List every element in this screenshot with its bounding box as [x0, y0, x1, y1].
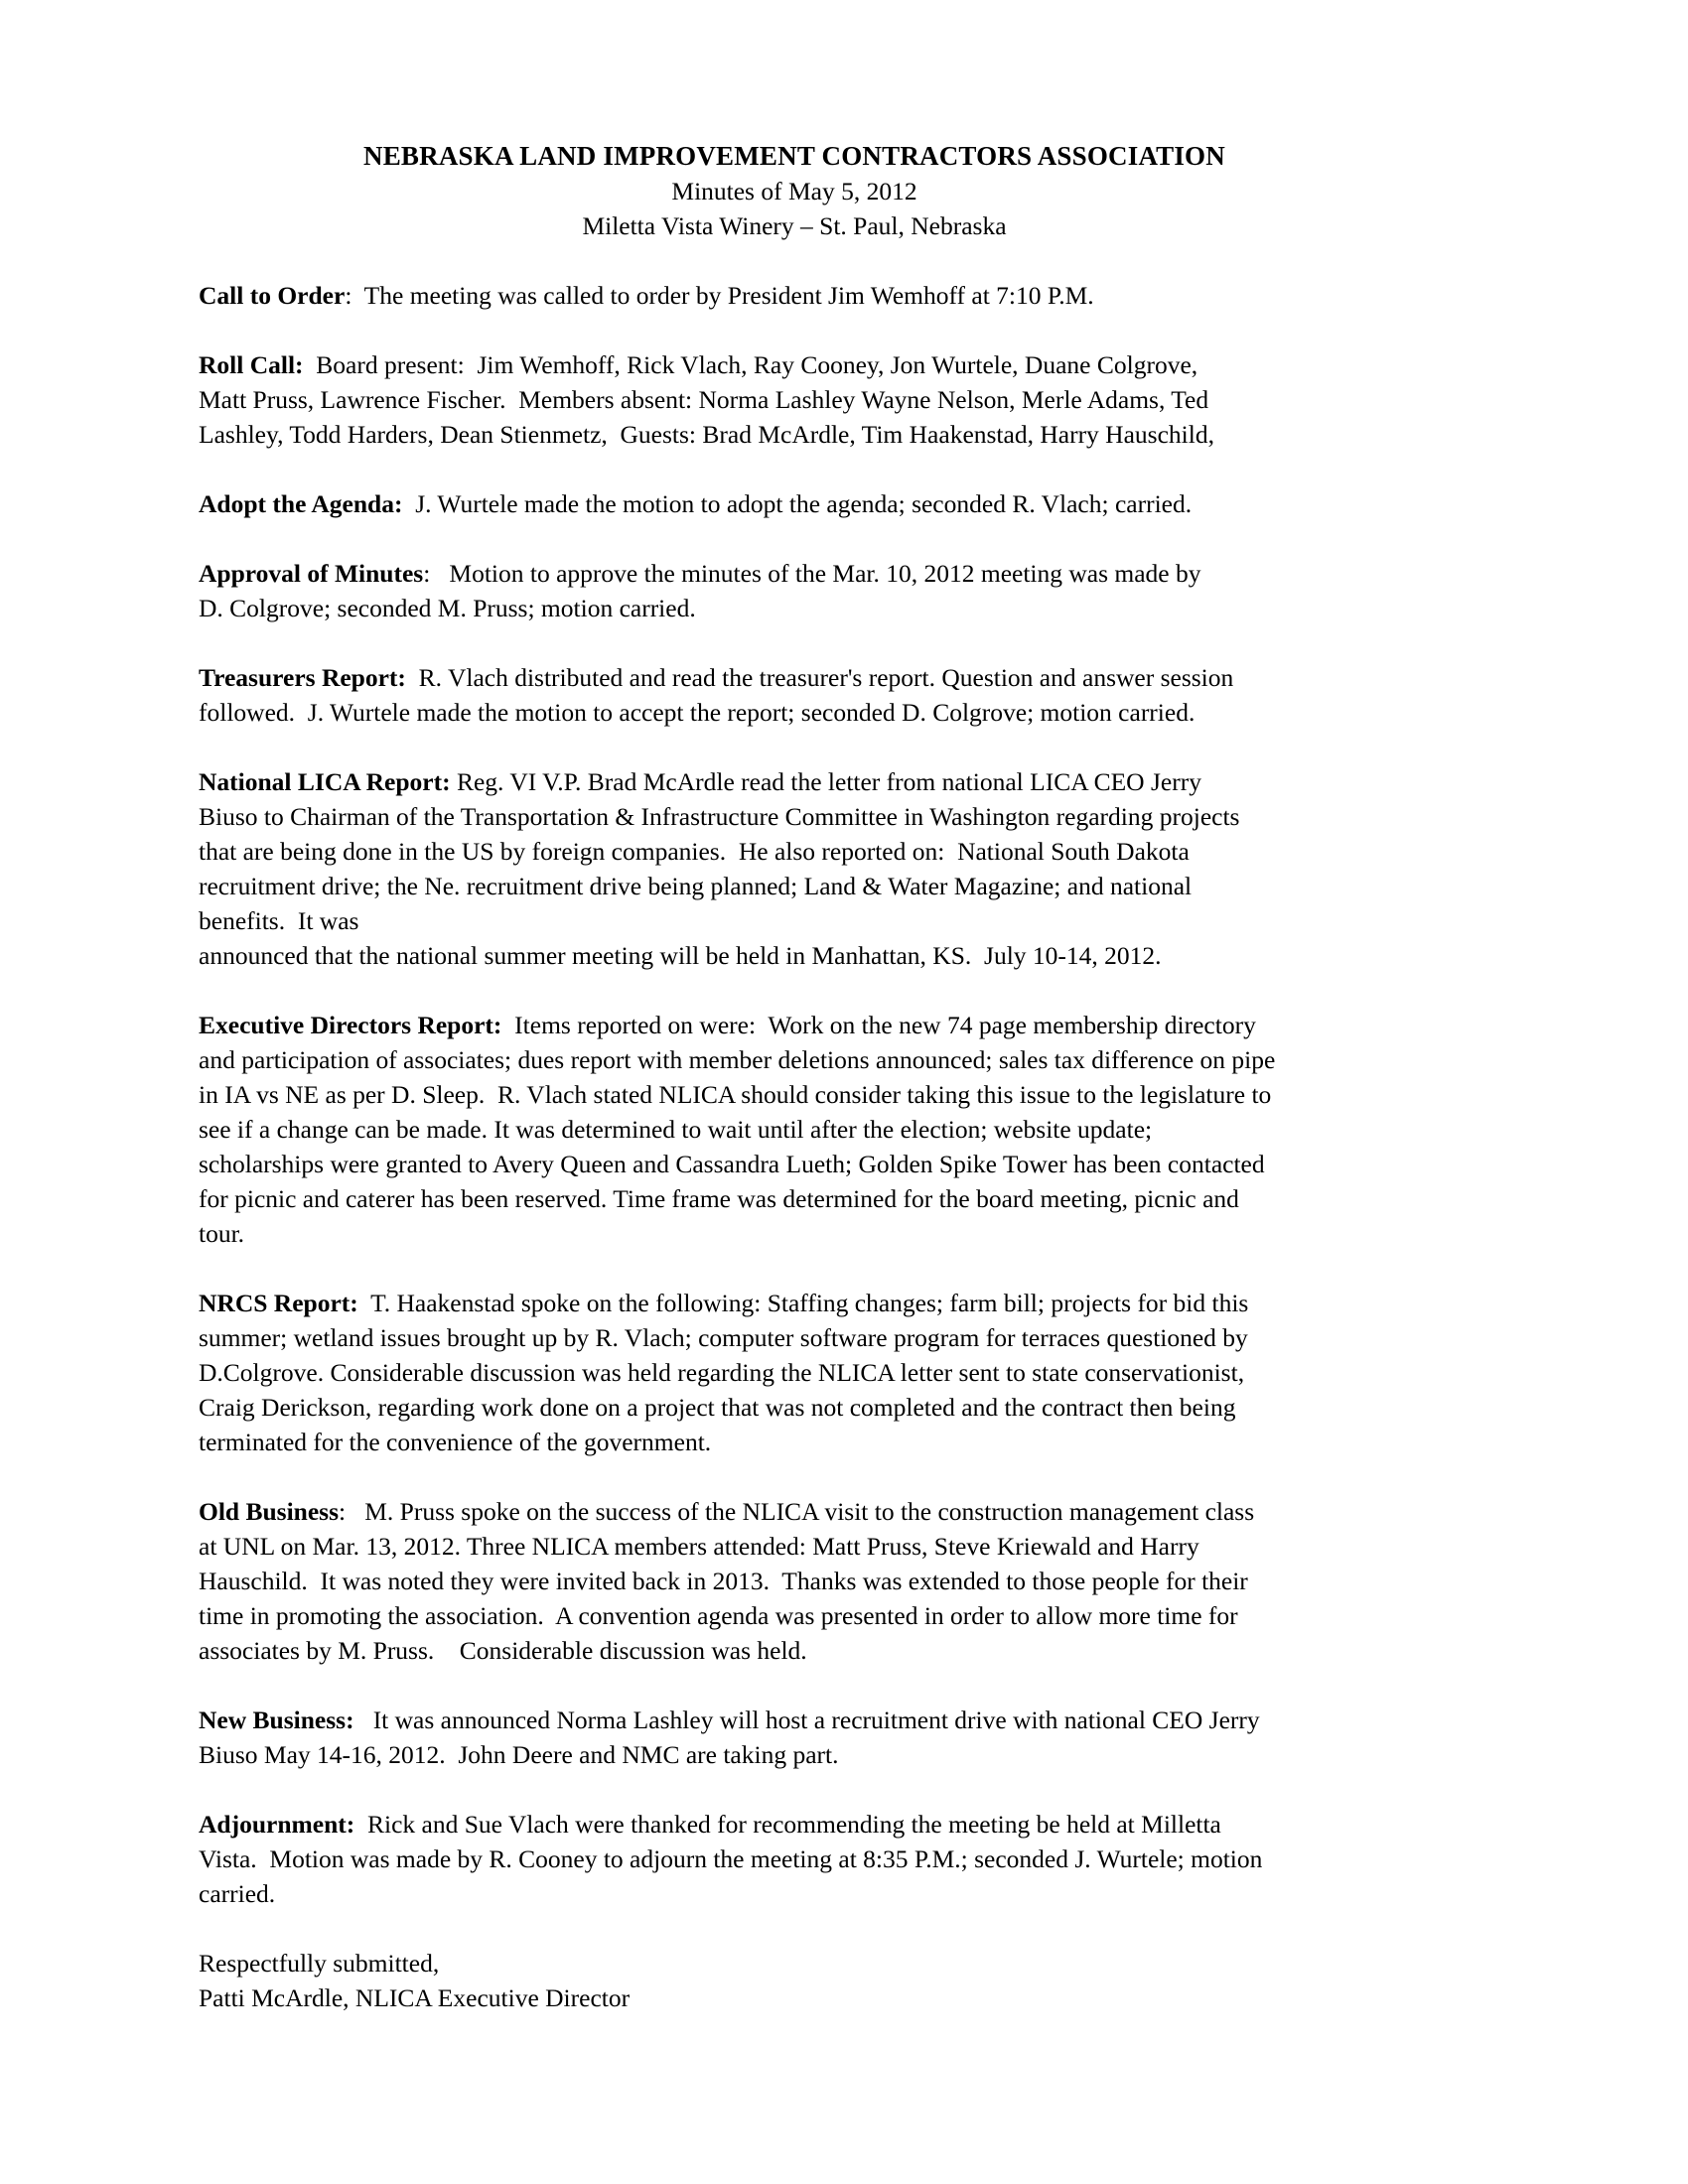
section-line — [199, 764, 1489, 799]
minutes-section — [199, 1494, 1489, 1668]
section-text: J. Wurtele made the motion to adopt the agenda; seconded R. Vlach; carried. — [402, 489, 1193, 518]
section-text: Hauschild. It was noted they were invited back in 2013. Thanks was extended to those people for their — [199, 1567, 1248, 1595]
minutes-body — [199, 278, 1489, 1911]
section-line — [199, 1112, 1489, 1147]
section-heading: Approval of Minutes — [199, 559, 424, 588]
section-text: followed. J. Wurtele made the motion to accept the report; seconded D. Colgrove; motion carried. — [199, 698, 1196, 727]
section-text: and participation of associates; dues report with member deletions announced; sales tax difference on pipe — [199, 1045, 1276, 1074]
section-line — [199, 1598, 1489, 1633]
section-heading: New Business: — [199, 1706, 354, 1734]
minutes-section — [199, 660, 1489, 730]
meeting-location: Miletta Vista Winery – St. Paul, Nebraska — [582, 211, 1007, 240]
section-heading: National LICA Report: — [199, 767, 451, 796]
section-line — [199, 1181, 1489, 1216]
section-line — [199, 799, 1489, 834]
section-line — [199, 1633, 1489, 1668]
minutes-section — [199, 486, 1489, 521]
minutes-section — [199, 764, 1489, 973]
section-text: in IA vs NE as per D. Sleep. R. Vlach stated NLICA should consider taking this issue to the legislature to — [199, 1080, 1272, 1109]
section-text: Rick and Sue Vlach were thanked for recommending the meeting be held at Milletta — [354, 1810, 1221, 1839]
section-line — [199, 1564, 1489, 1598]
minutes-section — [199, 278, 1489, 313]
section-text: Biuso May 14-16, 2012. John Deere and NMC are taking part. — [199, 1740, 839, 1769]
section-line — [199, 938, 1489, 973]
closing-salutation: Respectfully submitted, — [199, 1949, 440, 1978]
section-line — [199, 591, 1489, 625]
section-text: It was announced Norma Lashley will host a recruitment drive with national CEO Jerry — [353, 1706, 1260, 1734]
section-text: Vista. Motion was made by R. Cooney to adjourn the meeting at 8:35 P.M.; seconded J. Wurtele; motion — [199, 1844, 1263, 1873]
section-line — [199, 1876, 1489, 1911]
section-text: associates by M. Pruss. Considerable discussion was held. — [199, 1636, 807, 1665]
section-heading: Adopt the Agenda: — [199, 489, 403, 518]
section-line — [199, 1842, 1489, 1876]
section-text: announced that the national summer meeting will be held in Manhattan, KS. July 10-14, 2012. — [199, 941, 1162, 970]
section-line — [199, 1425, 1489, 1459]
section-line — [199, 1008, 1489, 1042]
section-text: at UNL on Mar. 13, 2012. Three NLICA members attended: Matt Pruss, Steve Kriewald and Harry — [199, 1532, 1199, 1561]
section-line — [199, 1737, 1489, 1772]
section-line — [199, 1077, 1489, 1112]
section-line — [199, 1703, 1489, 1737]
section-heading: Executive Directors Report: — [199, 1011, 502, 1039]
section-heading: Call to Order — [199, 281, 346, 310]
section-line — [199, 903, 1489, 938]
section-text: time in promoting the association. A convention agenda was presented in order to allow more time for — [199, 1601, 1238, 1630]
section-text: D. Colgrove; seconded M. Pruss; motion carried. — [199, 594, 696, 622]
section-text: D.Colgrove. Considerable discussion was held regarding the NLICA letter sent to state conservationist, — [199, 1358, 1245, 1387]
minutes-section — [199, 1807, 1489, 1911]
section-text: Items reported on were: Work on the new 74 page membership directory — [501, 1011, 1256, 1039]
section-text: for picnic and caterer has been reserved. Time frame was determined for the board meeting, picnic and — [199, 1184, 1239, 1213]
section-text: Reg. VI V.P. Brad McArdle read the letter from national LICA CEO Jerry — [450, 767, 1201, 796]
section-text: : Motion to approve the minutes of the Mar. 10, 2012 meeting was made by — [423, 559, 1201, 588]
section-line — [199, 556, 1489, 591]
section-text: : M. Pruss spoke on the success of the NLICA visit to the construction management class — [339, 1497, 1255, 1526]
minutes-section — [199, 556, 1489, 625]
document-page — [199, 139, 1489, 2015]
section-text: recruitment drive; the Ne. recruitment drive being planned; Land & Water Magazine; and national — [199, 872, 1193, 900]
section-line — [199, 1286, 1489, 1320]
section-text: summer; wetland issues brought up by R. Vlach; computer software program for terraces questioned by — [199, 1323, 1248, 1352]
section-line — [199, 660, 1489, 695]
document-header — [199, 139, 1390, 243]
section-line — [199, 347, 1489, 382]
section-line — [199, 417, 1489, 452]
closing-block — [199, 1946, 1489, 2015]
section-line — [199, 1042, 1489, 1077]
section-text: : The meeting was called to order by President Jim Wemhoff at 7:10 P.M. — [345, 281, 1094, 310]
section-text: Craig Derickson, regarding work done on a project that was not completed and the contract then being — [199, 1393, 1236, 1422]
section-text: Lashley, Todd Harders, Dean Stienmetz, Guests: Brad McArdle, Tim Haakenstad, Harry Hauschild, — [199, 420, 1214, 449]
section-line — [199, 1494, 1489, 1529]
section-heading: Old Business — [199, 1497, 340, 1526]
minutes-section — [199, 1008, 1489, 1251]
closing-signer: Patti McArdle, NLICA Executive Director — [199, 1983, 631, 2012]
section-line — [199, 382, 1489, 417]
minutes-section — [199, 1286, 1489, 1459]
section-heading: Treasurers Report: — [199, 663, 406, 692]
section-text: benefits. It was — [199, 906, 359, 935]
section-text: carried. — [199, 1879, 276, 1908]
minutes-date: Minutes of May 5, 2012 — [671, 177, 917, 205]
section-line — [199, 834, 1489, 869]
section-text: that are being done in the US by foreign companies. He also reported on: National South Dakota — [199, 837, 1190, 866]
section-line — [199, 695, 1489, 730]
section-line — [199, 1529, 1489, 1564]
minutes-section — [199, 1703, 1489, 1772]
section-text: terminated for the convenience of the government. — [199, 1428, 712, 1456]
section-text: Biuso to Chairman of the Transportation & Infrastructure Committee in Washington regarding projects — [199, 802, 1240, 831]
section-heading: Adjournment: — [199, 1810, 355, 1839]
section-line — [199, 1147, 1489, 1181]
section-line — [199, 1390, 1489, 1425]
section-text: tour. — [199, 1219, 245, 1248]
section-heading: NRCS Report: — [199, 1289, 358, 1317]
section-line — [199, 486, 1489, 521]
section-line — [199, 278, 1489, 313]
organization-title: NEBRASKA LAND IMPROVEMENT CONTRACTORS ASSOCIATION — [363, 141, 1225, 171]
section-text: see if a change can be made. It was determined to wait until after the election; website update; — [199, 1115, 1153, 1144]
section-text: Matt Pruss, Lawrence Fischer. Members absent: Norma Lashley Wayne Nelson, Merle Adams, Ted — [199, 385, 1209, 414]
section-text: Board present: Jim Wemhoff, Rick Vlach, Ray Cooney, Jon Wurtele, Duane Colgrove, — [303, 350, 1198, 379]
section-text: scholarships were granted to Avery Queen and Cassandra Lueth; Golden Spike Tower has been contacted — [199, 1150, 1265, 1178]
section-line — [199, 1807, 1489, 1842]
section-line — [199, 1320, 1489, 1355]
section-line — [199, 1216, 1489, 1251]
section-text: R. Vlach distributed and read the treasurer's report. Question and answer session — [405, 663, 1234, 692]
minutes-section — [199, 347, 1489, 452]
section-line — [199, 1355, 1489, 1390]
section-line — [199, 869, 1489, 903]
section-heading: Roll Call: — [199, 350, 304, 379]
section-text: T. Haakenstad spoke on the following: Staffing changes; farm bill; projects for bid this — [357, 1289, 1249, 1317]
